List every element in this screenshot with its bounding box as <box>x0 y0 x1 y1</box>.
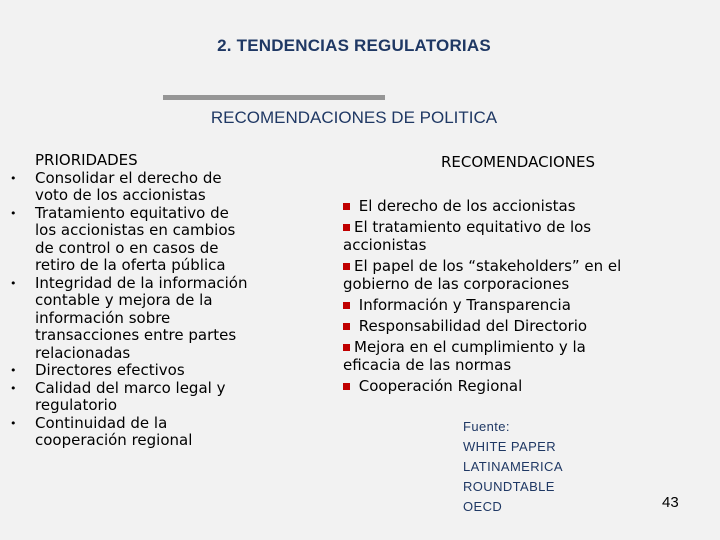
priorities-heading: PRIORIDADES <box>35 151 138 169</box>
recommendation-item: Mejora en el cumplimiento y la eficacia de las normas <box>343 337 586 374</box>
recommendation-item: El papel de los “stakeholders” en el gobierno de las corporaciones <box>343 256 622 293</box>
priority-item: • Calidad del marco legal y regulatorio <box>10 378 226 414</box>
page-number: 43 <box>662 494 679 511</box>
source-line: WHITE PAPER <box>463 439 557 454</box>
red-square-bullet-icon <box>343 383 350 390</box>
red-square-bullet-icon <box>343 302 350 309</box>
recommendations-list <box>343 197 688 395</box>
source-line: ROUNDTABLE <box>463 479 555 494</box>
priority-item: • Integridad de la información contable y mejora de la información sobre transacciones entre partes relacionadas <box>10 273 248 362</box>
recommendation-item: Cooperación Regional <box>343 377 688 395</box>
red-square-bullet-icon <box>343 224 350 231</box>
priority-item: • Continuidad de la cooperación regional <box>10 413 193 449</box>
bullet-icon: • <box>10 416 17 430</box>
bullet-icon: • <box>10 364 17 377</box>
red-square-bullet-icon <box>343 344 350 351</box>
priority-item: • Consolidar el derecho de voto de los accionistas <box>10 168 222 204</box>
source-label: Fuente: <box>463 419 510 434</box>
bullet-icon: • <box>10 381 17 395</box>
red-square-bullet-icon <box>343 263 350 270</box>
recommendations-column <box>343 152 688 398</box>
priorities-list <box>8 170 308 450</box>
bullet-icon: • <box>10 171 17 185</box>
recommendation-item: El derecho de los accionistas <box>343 197 688 215</box>
slide-title: 2. TENDENCIAS REGULATORIAS <box>217 36 491 55</box>
priorities-column <box>8 152 308 450</box>
source-line: OECD <box>463 499 503 514</box>
slide-subtitle: RECOMENDACIONES DE POLITICA <box>210 108 498 127</box>
priority-item: • Directores efectivos <box>10 361 185 379</box>
recommendation-item: Información y Transparencia <box>343 296 688 314</box>
bullet-icon: • <box>10 206 17 220</box>
red-square-bullet-icon <box>343 203 350 210</box>
priority-item: • Tratamiento equitativo de los accionistas en cambios de control o en casos de retiro de la oferta pública <box>10 203 236 274</box>
source-line: LATINAMERICA <box>463 459 563 474</box>
recommendations-heading: RECOMENDACIONES <box>440 153 596 171</box>
bullet-icon: • <box>10 276 17 290</box>
red-square-bullet-icon <box>343 323 350 330</box>
recommendation-item: Responsabilidad del Directorio <box>343 317 688 335</box>
source-note <box>463 417 563 517</box>
divider <box>163 95 385 100</box>
recommendation-item: El tratamiento equitativo de los accionistas <box>343 217 592 254</box>
